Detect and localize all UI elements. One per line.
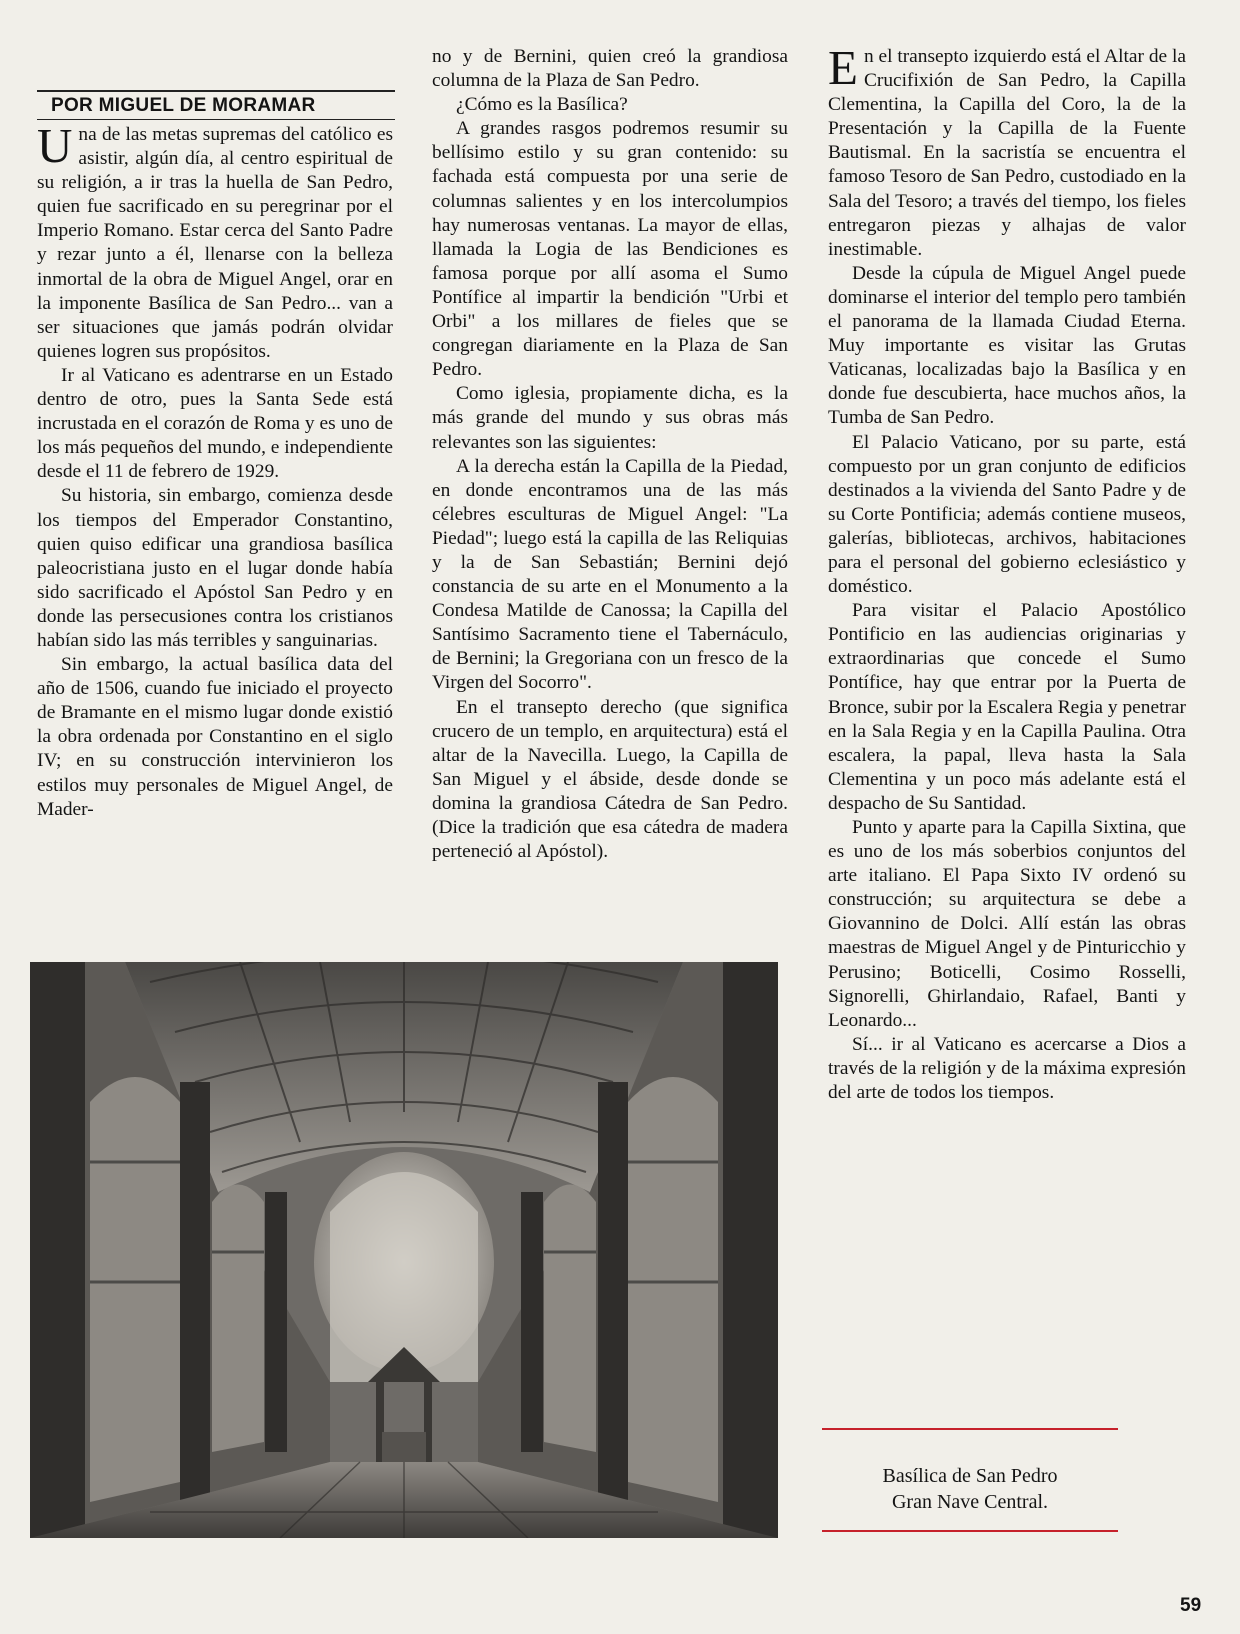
paragraph: En el transepto derecho (que significa crucero de un templo, en arquitectura) está el altar de la Navecilla. Luego, la Capilla de San Miguel y el ábside, desde donde se domina la grandiosa Cátedra de San Pedro.(Dice la tradición que esa cátedra de madera perteneció al Apóstol). bbox=[432, 696, 788, 863]
caption-line-2: Gran Nave Central. bbox=[891, 1491, 1049, 1513]
paragraph: A grandes rasgos podremos resumir su bellísimo estilo y su gran contenido: su fachada está compuesta por una serie de columnas salientes y en los intercolumpios hay numerosas ventanas. La mayor de ellas, llamada la Logia de las Bendiciones es famosa porque por allí asoma el Sumo Pontífice al impartir la bendición "Urbi et Orbi" a los millares de fieles que se congregan diariamente en la Plaza de San Pedro. bbox=[432, 118, 788, 381]
drop-cap: E bbox=[828, 40, 858, 95]
paragraph: Para visitar el Palacio Apostólico Pontificio en las audiencias originarias y extraordinarias que concede el Sumo Pontífice, hay que entrar por la Puerta de Bronce, subir por la Escalera Regia y penetrar en la Sala Regia y en la Capilla Paulina. Otra escalera, la papal, lleva hasta la Sala Clementina y un poco más adelante está el despacho de Su Santidad. bbox=[828, 600, 1186, 814]
photo-illustration bbox=[30, 962, 778, 1538]
paragraph-text: n el transepto izquierdo está el Altar de la Crucifixión de San Pedro, la Capilla Clementina, la Capilla del Coro, la de la Presentación y la Capilla de la Fuente Bautismal. En la sacristía se encuentra el famoso Tesoro de San Pedro, custodiado en la Sala del Tesoro; a través del tiempo, los fieles entregaron piezas y alhajas de valor inestimable. bbox=[828, 46, 1186, 260]
photo-caption bbox=[820, 1428, 1120, 1550]
paragraph: Desde la cúpula de Miguel Angel puede dominarse el interior del templo pero también el panorama de la llamada Ciudad Eterna. Muy importante es visitar las Grutas Vaticanas, localizadas bajo la Basílica y en donde fue descubierta, hace muchos años, la Tumba de San Pedro. bbox=[828, 262, 1186, 429]
paragraph bbox=[37, 118, 393, 364]
byline-text: POR MIGUEL DE MORAMAR bbox=[51, 95, 316, 116]
paragraph: no y de Bernini, quien creó la grandiosa columna de la Plaza de San Pedro. bbox=[432, 46, 788, 92]
paragraph: Su historia, sin embargo, comienza desde los tiempos del Emperador Constantino, quien quiso edificar una grandiosa basílica paleocristiana justo en el lugar donde había sido sacrificado el Apóstol San Pedro y en donde las persecusiones contra los cristianos habían sido las más terribles y sanguinarias. bbox=[37, 485, 393, 651]
paragraph: Punto y aparte para la Capilla Sixtina, que es uno de los más soberbios conjuntos del arte italiano. El Papa Sixto IV ordenó su construcción; su arquitectura se debe a Giovannino de Dolci. Allí están las obras maestras de Miguel Angel y de Pinturicchio y Perusino; Boticelli, Cosimo Rosselli, Signorelli, Ghirlandaio, Rafael, Banti y Leonardo... bbox=[828, 817, 1186, 1031]
drop-cap: U bbox=[37, 118, 73, 173]
paragraph: A la derecha están la Capilla de la Piedad, en donde encontramos una de las más célebres esculturas de Miguel Angel: "La Piedad"; luego está la capilla de las Reliquias y la de San Sebastián; Bernini dejó constancia de su arte en el Monumento a la Condesa Matilde de Canossa; la Capilla del Santísimo Sacramento tiene el Tabernáculo, de Bernini; la Gregoriana con un fresco de la Virgen del Socorro". bbox=[432, 455, 788, 694]
article-column-1 bbox=[37, 118, 393, 822]
paragraph: Ir al Vaticano es adentrarse en un Estado dentro de otro, pues la Santa Sede está incrustada en el corazón de Roma y es uno de los más pequeños del mundo, e independiente desde el 11 de febrero de 1929. bbox=[37, 364, 393, 483]
article-column-3 bbox=[828, 40, 1186, 1105]
bleed-through-text bbox=[420, 870, 750, 900]
paragraph bbox=[828, 40, 1186, 262]
paragraph: Como iglesia, propiamente dicha, es la más grande del mundo y sus obras más relevantes son las siguientes: bbox=[432, 383, 788, 453]
byline bbox=[37, 90, 395, 120]
paragraph: Sin embargo, la actual basílica data del año de 1506, cuando fue iniciado el proyecto de Bramante en el mismo lugar donde existió la obra ordenada por Constantino en el siglo IV; en su construcción intervinieron los estilos muy personales de Miguel Angel, de Mader- bbox=[37, 654, 393, 820]
basilica-nave-photo bbox=[30, 962, 778, 1538]
caption-line-1: Basílica de San Pedro bbox=[882, 1465, 1058, 1487]
caption-top-rule bbox=[822, 1428, 1118, 1430]
byline-top-rule bbox=[37, 90, 395, 92]
caption-bottom-rule bbox=[822, 1530, 1118, 1532]
byline-bottom-rule bbox=[37, 119, 395, 120]
article-column-2 bbox=[432, 45, 788, 864]
paragraph-text: na de las metas supremas del católico es asistir, algún día, al centro espiritual de su religión, a ir tras la huella de San Pedro, quien fue sacrificado en su peregrinar por el Imperio Romano. Estar cerca del Santo Padre y rezar junto a él, llenarse con la belleza inmortal de la obra de Miguel Angel, orar en la imponente Basílica de San Pedro... van a ser situaciones que jamás podrán olvidar quienes logren sus propósitos. bbox=[37, 124, 393, 362]
paragraph: El Palacio Vaticano, por su parte, está compuesto por un gran conjunto de edificios destinados a la vivienda del Santo Padre y de su Corte Pontificia; además contiene museos, galerías, bibliotecas, archivos, habitaciones para el personal del gobierno eclesiástico y doméstico. bbox=[828, 431, 1186, 598]
page-number: 59 bbox=[1180, 1595, 1202, 1616]
subheading: ¿Cómo es la Basílica? bbox=[456, 94, 628, 116]
paragraph: Sí... ir al Vaticano es acercarse a Dios a través de la religión y de la máxima expresión del arte de todos los tiempos. bbox=[828, 1033, 1186, 1104]
